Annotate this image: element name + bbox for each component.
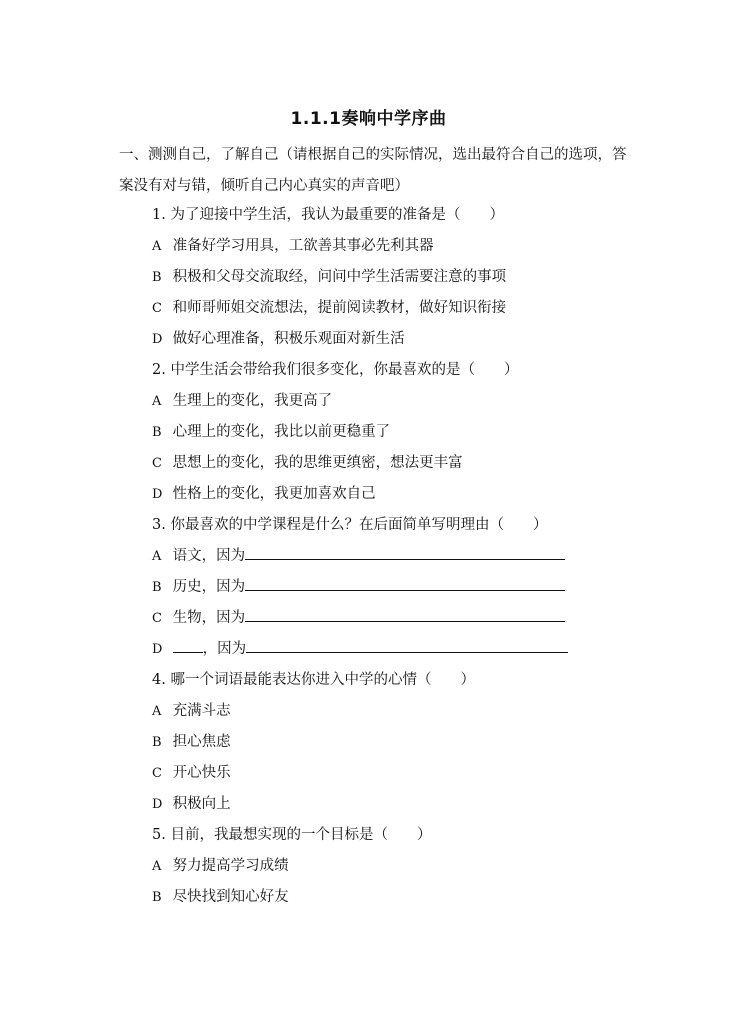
option-letter: B [152, 735, 162, 750]
option-letter: C [152, 766, 162, 781]
option-letter: D [152, 642, 163, 657]
option-text: 生理上的变化，我更高了 [172, 393, 333, 409]
option-text: 尽快找到知心好友 [172, 889, 289, 905]
question-2-option-d[interactable] [152, 479, 632, 510]
question-4-option-a[interactable] [152, 696, 632, 727]
option-text: 心理上的变化，我比以前更稳重了 [172, 424, 391, 440]
option-letter: C [152, 301, 162, 316]
option-text: 积极和父母交流取经，问问中学生活需要注意的事项 [172, 269, 507, 285]
question-2-option-c[interactable] [152, 448, 632, 479]
option-letter: D [152, 797, 163, 812]
answer-blank[interactable] [246, 638, 568, 653]
question-list [152, 200, 632, 913]
question-5-stem: 5. 目前，我最想实现的一个目标是（ ） [152, 827, 432, 843]
option-letter: C [152, 456, 162, 471]
question-2-option-a[interactable] [152, 386, 632, 417]
option-letter: A [152, 549, 162, 564]
question-1-option-a[interactable] [152, 231, 632, 262]
option-text: ，因为 [202, 641, 247, 657]
page-title: 1.1.1奏响中学序曲 [290, 109, 447, 129]
question-5-option-b[interactable] [152, 882, 632, 913]
option-letter: B [152, 270, 162, 285]
option-letter: B [152, 580, 162, 595]
answer-blank[interactable] [245, 545, 565, 560]
option-letter: A [152, 239, 162, 254]
question-3-option-c[interactable] [152, 603, 632, 634]
question-4-option-c[interactable] [152, 758, 632, 789]
question-4-stem: 4. 哪一个词语最能表达你进入中学的心情（ ） [152, 672, 475, 688]
option-text: 担心焦虑 [172, 734, 231, 750]
answer-blank[interactable] [245, 576, 565, 591]
option-text: 充满斗志 [172, 703, 231, 719]
question-3-stem: 3. 你最喜欢的中学课程是什么？在后面简单写明理由（ ） [152, 517, 548, 533]
option-letter: B [152, 890, 162, 905]
question-2-stem: 2. 中学生活会带给我们很多变化，你最喜欢的是（ ） [152, 362, 519, 378]
option-text: 思想上的变化，我的思维更缜密，想法更丰富 [172, 455, 463, 471]
option-text: 性格上的变化，我更加喜欢自己 [172, 486, 376, 502]
question-4-option-d[interactable] [152, 789, 632, 820]
option-text: 历史，因为 [172, 579, 246, 595]
question-1-stem: 1. 为了迎接中学生活，我认为最重要的准备是（ ） [152, 207, 504, 223]
option-text: 语文，因为 [172, 548, 246, 564]
question-4-option-b[interactable] [152, 727, 632, 758]
question-1-option-c[interactable] [152, 293, 632, 324]
question-1-option-d[interactable] [152, 324, 632, 355]
question-2-option-b[interactable] [152, 417, 632, 448]
option-text: 做好心理准备，积极乐观面对新生活 [172, 331, 405, 347]
question-5-option-a[interactable] [152, 851, 632, 882]
option-letter: D [152, 487, 163, 502]
option-text: 努力提高学习成绩 [172, 858, 289, 874]
option-letter: A [152, 394, 162, 409]
question-3-option-d[interactable] [152, 634, 632, 665]
option-letter: A [152, 704, 162, 719]
question-1-option-b[interactable] [152, 262, 632, 293]
option-letter: A [152, 859, 162, 874]
section-intro: 一、测测自己，了解自己（请根据自己的实际情况，选出最符合自己的选项，答案没有对与错，倾听自己内心真实的声音吧） [119, 147, 627, 194]
option-letter: B [152, 425, 162, 440]
option-text: 和师哥师姐交流想法，提前阅读教材，做好知识衔接 [172, 300, 507, 316]
option-text: 生物，因为 [172, 610, 246, 626]
option-letter: C [152, 611, 162, 626]
answer-blank[interactable] [245, 607, 565, 622]
option-text: 开心快乐 [172, 765, 231, 781]
option-letter: D [152, 332, 163, 347]
subject-blank[interactable] [173, 638, 203, 653]
option-text: 积极向上 [172, 796, 231, 812]
question-3-option-b[interactable] [152, 572, 632, 603]
option-text: 准备好学习用具，工欲善其事必先利其器 [172, 238, 434, 254]
question-3-option-a[interactable] [152, 541, 632, 572]
